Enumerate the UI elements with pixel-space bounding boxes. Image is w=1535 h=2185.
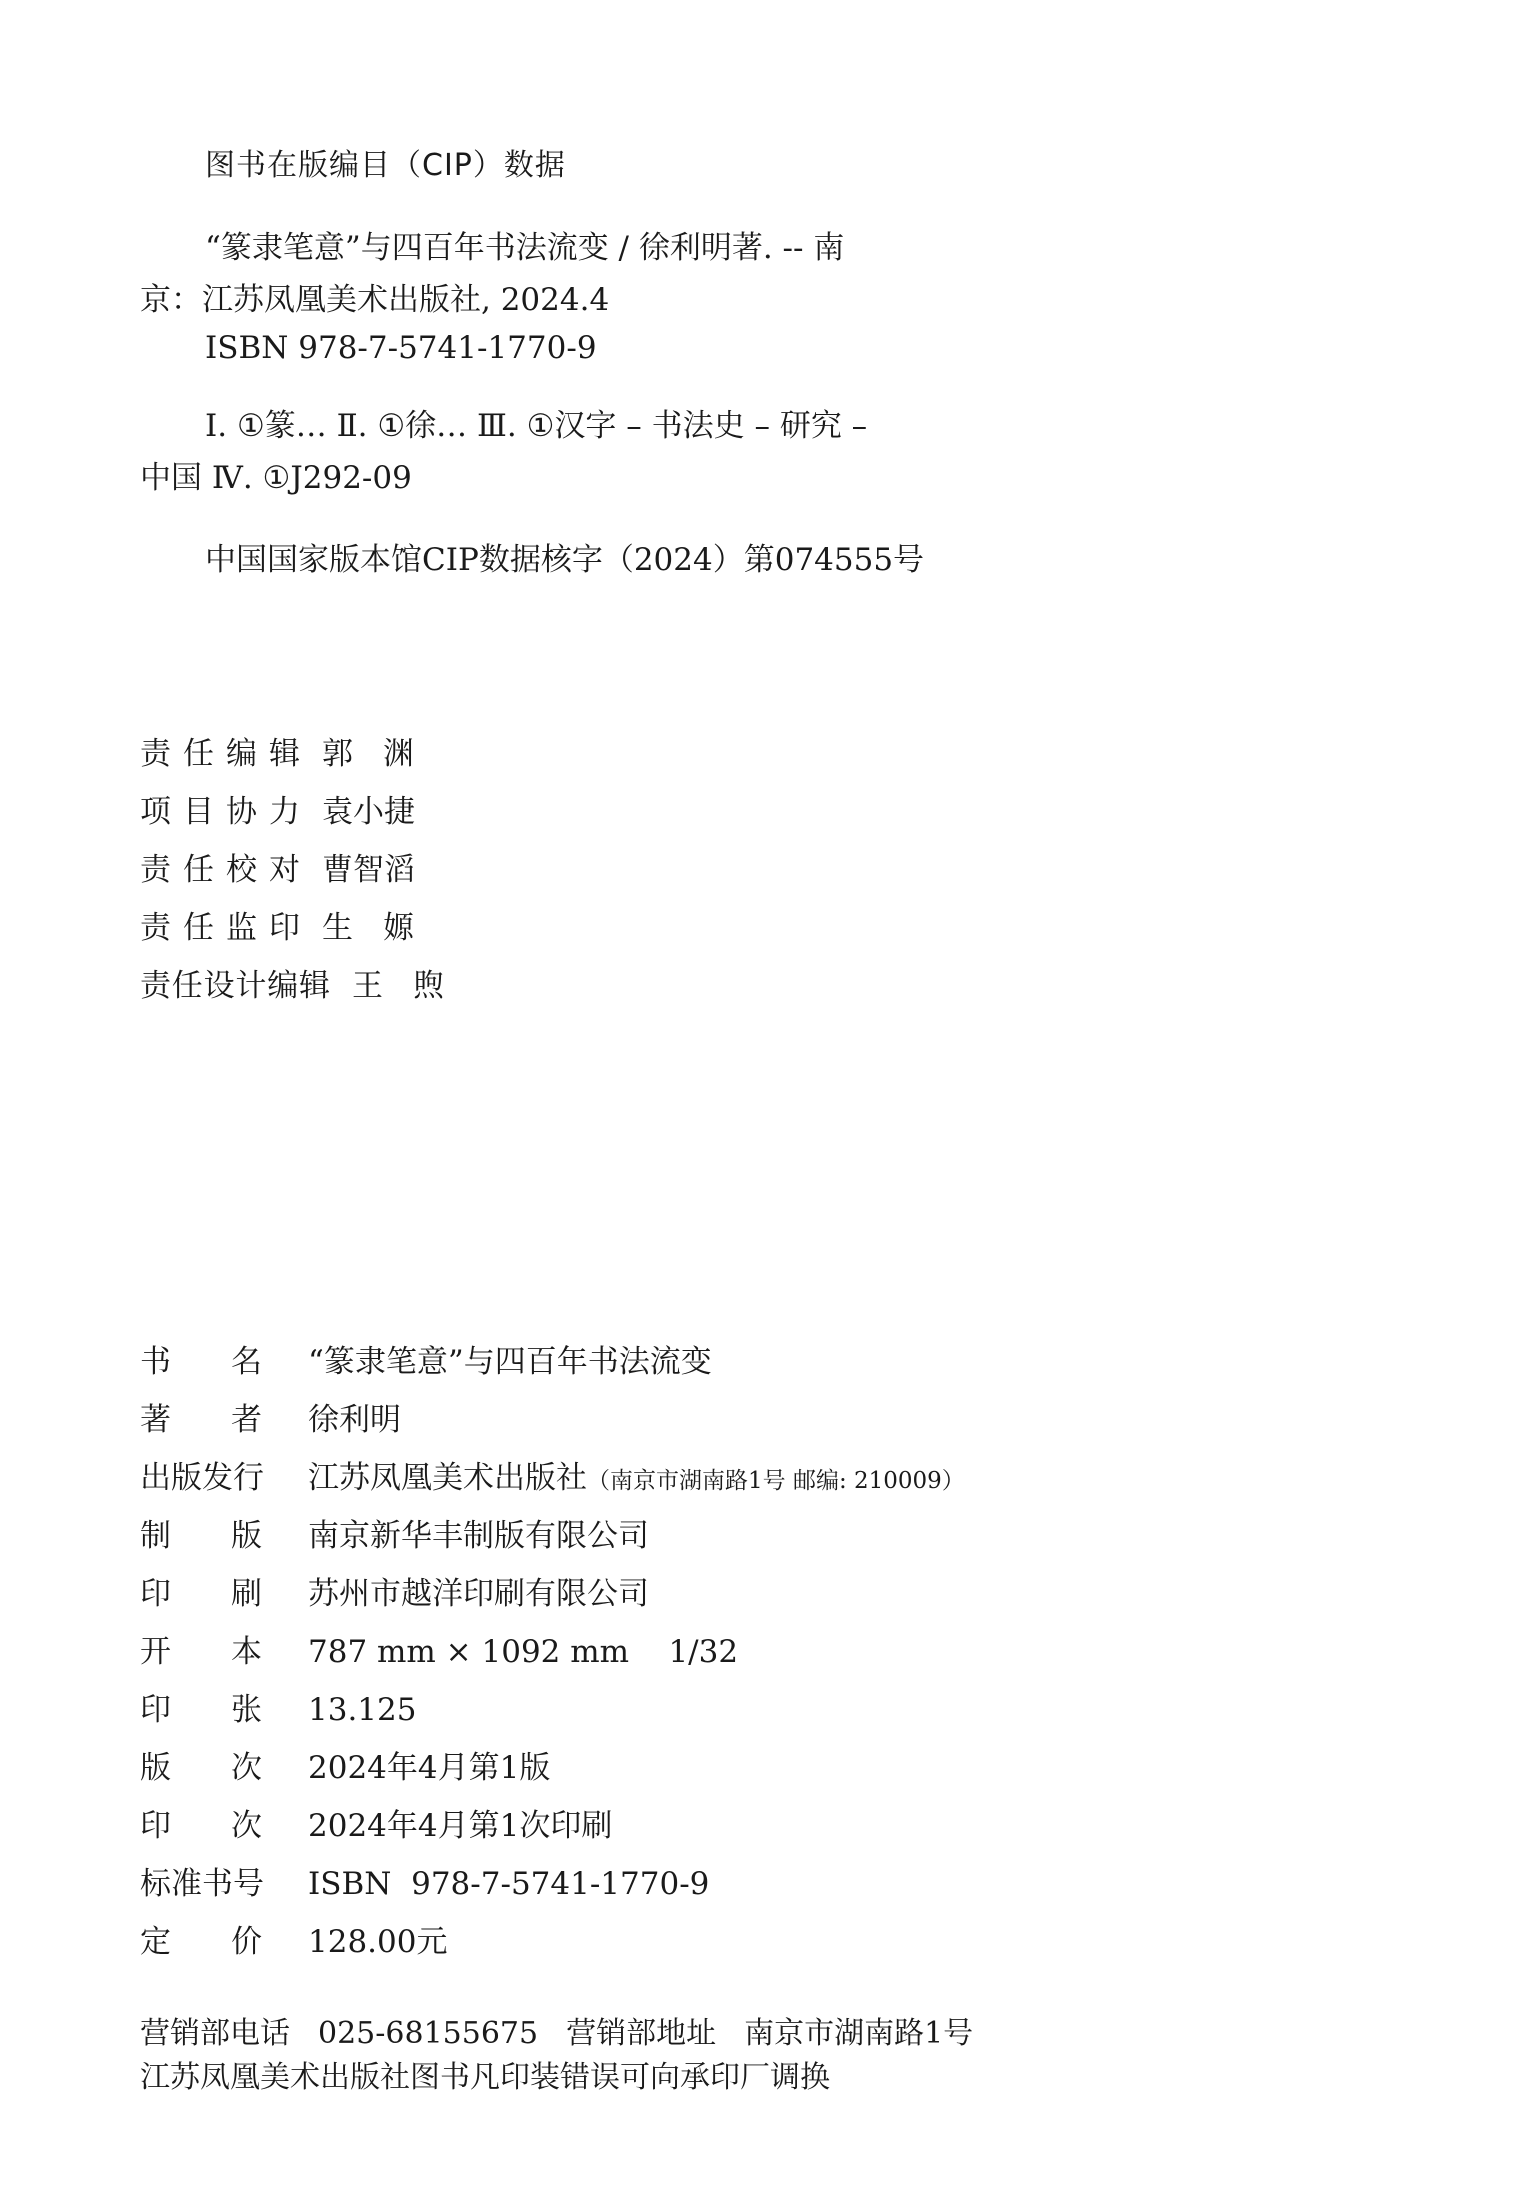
staff-label: 责任编辑 [140,736,300,772]
info-value: 13.125 [308,1692,417,1728]
info-row-isbn [140,1862,710,1906]
info-label: 印次 [140,1808,262,1844]
info-value: 2024年4月第1次印刷 [308,1808,613,1844]
info-row-edition [140,1746,551,1790]
info-label: 版次 [140,1750,262,1786]
staff-value: 王煦 [352,968,474,1004]
cip-isbn: ISBN 978-7-5741-1770-9 [205,330,597,366]
info-value: 2024年4月第1版 [308,1750,551,1786]
staff-value: 袁小捷 [322,794,415,830]
publisher-name: 江苏凤凰美术出版社 [308,1460,587,1496]
info-value: 128.00元 [308,1924,448,1960]
staff-row [140,790,415,834]
info-label: 标准书号 [140,1866,264,1902]
cip-classification-line-2: 中国 Ⅳ. ①J292-09 [140,460,412,496]
staff-row [140,906,444,950]
staff-value: 曹智滔 [322,852,415,888]
cip-entry-line-1: “篆隶笔意”与四百年书法流变 / 徐利明著. -- 南 [205,230,845,266]
cip-heading: 图书在版编目（CIP）数据 [205,148,566,183]
marketing-address: 南京市湖南路1号 [744,2016,974,2051]
staff-value: 郭渊 [322,736,444,772]
info-label: 书名 [140,1344,262,1380]
info-row-format [140,1630,739,1674]
info-row-publisher [140,1456,965,1500]
info-row-impression [140,1804,613,1848]
staff-label: 责任监印 [140,910,300,946]
info-row-printing [140,1572,649,1616]
info-label: 出版发行 [140,1460,264,1496]
staff-value: 生嫄 [322,910,444,946]
info-value: ISBN 978-7-5741-1770-9 [308,1866,710,1902]
info-value: 苏州市越洋印刷有限公司 [308,1576,649,1612]
info-row-title [140,1340,712,1384]
info-row-plate-making [140,1514,649,1558]
info-row-price [140,1920,448,1964]
info-value: 徐利明 [308,1402,401,1438]
info-value: “篆隶笔意”与四百年书法流变 [308,1344,712,1380]
info-value: 南京新华丰制版有限公司 [308,1518,649,1554]
publisher-address-note: （南京市湖南路1号 邮编: 210009） [587,1468,965,1494]
marketing-phone-label: 营销部电话 [140,2016,290,2051]
cip-record-number: 中国国家版本馆CIP数据核字（2024）第074555号 [205,542,925,578]
cip-entry-line-2: 京：江苏凤凰美术出版社, 2024.4 [140,282,610,318]
staff-label: 责任设计编辑 [140,968,330,1004]
info-label: 印张 [140,1692,262,1728]
info-label: 著者 [140,1402,262,1438]
footer-contact-line [140,2008,973,2052]
staff-row [140,848,415,892]
info-row-author [140,1398,401,1442]
info-label: 开本 [140,1634,262,1670]
info-label: 制版 [140,1518,262,1554]
marketing-address-label: 营销部地址 [566,2016,717,2051]
info-row-sheets [140,1688,417,1732]
staff-row [140,964,474,1008]
marketing-phone: 025-68155675 [318,2016,539,2051]
info-label: 定价 [140,1924,262,1960]
info-value [308,1456,965,1503]
staff-label: 项目协力 [140,794,300,830]
staff-label: 责任校对 [140,852,300,888]
staff-row [140,732,444,776]
info-label: 印刷 [140,1576,262,1612]
cip-classification-line-1: Ⅰ. ①篆… Ⅱ. ①徐… Ⅲ. ①汉字 – 书法史 – 研究 – [205,408,868,444]
info-value: 787 mm × 1092 mm 1/32 [308,1634,739,1670]
footer-notice: 江苏凤凰美术出版社图书凡印装错误可向承印厂调换 [140,2060,830,2095]
